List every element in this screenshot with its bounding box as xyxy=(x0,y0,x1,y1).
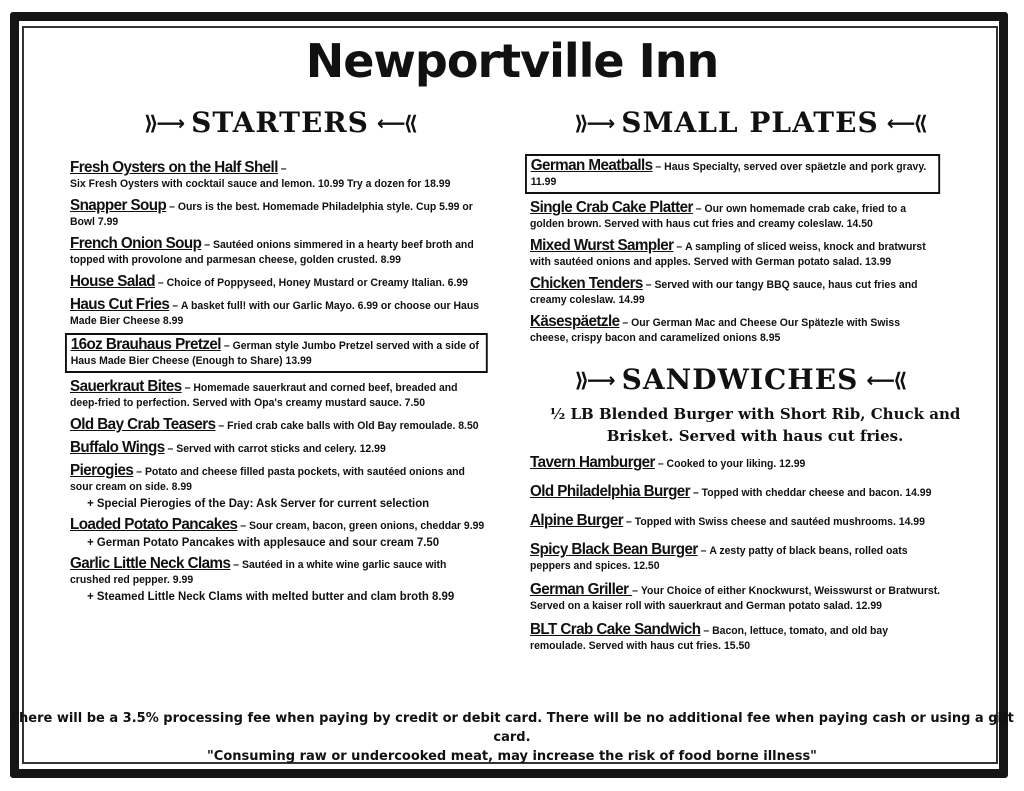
starters-heading xyxy=(70,106,490,139)
consumption-warning: "Consuming raw or undercooked meat, may increase the risk of food borne illness" xyxy=(207,749,817,764)
small-plates-heading xyxy=(520,106,980,139)
item-desc: Your Choice of either Knockwurst, Weisswurst or Bratwurst. Served on a kaiser roll with sauerkraut and German potato salad. 12.99 xyxy=(530,585,941,612)
arrow-left-icon: ⟵⟪ xyxy=(376,110,416,135)
item-name: Sauerkraut Bites xyxy=(70,378,182,395)
processing-fee-notice: There will be a 3.5% processing fee when paying by credit or debit card. There will be no additional fee when paying cash or using a gift card. xyxy=(10,711,1014,745)
arrow-right-icon: ⟫⟶ xyxy=(574,110,614,135)
item-desc: A sampling of sliced weiss, knock and bratwurst with sautéed onions and apples. Served with German potato salad. 13.99 xyxy=(530,241,926,268)
item-desc: Our German Mac and Cheese Our Spätezle with Swiss cheese, crispy bacon and caramelized onions 8.95 xyxy=(530,317,901,344)
item-name: Loaded Potato Pancakes xyxy=(70,516,238,533)
item-name: Alpine Burger xyxy=(530,512,624,529)
menu-item: Sauerkraut Bites – Homemade sauerkraut and corned beef, breaded and deep-fried to perfection. Served with Opa's creamy mustard sauce. 7.50 xyxy=(70,378,458,409)
item-name: Haus Cut Fries xyxy=(70,296,170,313)
item-name: Single Crab Cake Platter xyxy=(530,199,693,216)
menu-item: Pierogies – Potato and cheese filled pasta pockets, with sautéed onions and sour cream on side. 8.99 + Special Pierogies of the Day: Ask Server for current selection xyxy=(70,463,488,511)
item-name: French Onion Soup xyxy=(70,235,202,252)
menu-item: Tavern Hamburger – Cooked to your liking. 12.99 xyxy=(530,454,806,471)
item-desc: Ours is the best. Homemade Philadelphia style. Cup 5.99 or Bowl 7.99 xyxy=(70,201,473,228)
menu-item: Haus Cut Fries – A basket full! with our Garlic Mayo. 6.99 or choose our Haus Made Bier Cheese 8.99 xyxy=(70,296,480,327)
footer-notice xyxy=(0,709,1024,766)
item-desc: Six Fresh Oysters with cocktail sauce and lemon. 10.99 Try a dozen for 18.99 xyxy=(70,178,451,190)
menu-item: Fresh Oysters on the Half Shell – Six Fresh Oysters with cocktail sauce and lemon. 10.99 Try a dozen for 18.99 xyxy=(70,159,451,190)
menu-item: Buffalo Wings – Served with carrot sticks and celery. 12.99 xyxy=(70,439,386,456)
item-name: Fresh Oysters on the Half Shell xyxy=(70,159,278,176)
item-name: Mixed Wurst Sampler xyxy=(530,237,674,254)
item-desc: German style Jumbo Pretzel served with a side of Haus Made Bier Cheese (Enough to Share) 13.99 xyxy=(70,340,479,367)
item-desc: Fried crab cake balls with Old Bay remoulade. 8.50 xyxy=(227,420,479,432)
item-desc: Potato and cheese filled pasta pockets, with sautéed onions and sour cream on side. 8.99 xyxy=(70,466,465,493)
starters-heading-label: STARTERS xyxy=(191,106,369,139)
menu-item: House Salad – Choice of Poppyseed, Honey Mustard or Creamy Italian. 6.99 xyxy=(70,273,469,290)
menu-item: German Griller – Your Choice of either Knockwurst, Weisswurst or Bratwurst. Served on a kaiser roll with sauerkraut and German potato salad. 12.99 xyxy=(530,581,941,612)
item-desc: A basket full! with our Garlic Mayo. 6.99 or choose our Haus Made Bier Cheese 8.99 xyxy=(70,300,480,327)
item-desc: Topped with Swiss cheese and sautéed mushrooms. 14.99 xyxy=(634,516,925,528)
item-name: Spicy Black Bean Burger xyxy=(530,541,698,558)
arrow-left-icon: ⟵⟪ xyxy=(886,110,926,135)
sandwiches-heading xyxy=(530,363,950,396)
item-name: Käsespäetzle xyxy=(530,313,620,330)
arrow-left-icon: ⟵⟪ xyxy=(866,367,906,392)
menu-item: Chicken Tenders – Served with our tangy BBQ sauce, haus cut fries and creamy coleslaw. 14.99 xyxy=(530,275,918,306)
item-desc: Topped with cheddar cheese and bacon. 14.99 xyxy=(701,487,932,499)
item-addon: + Steamed Little Neck Clams with melted butter and clam broth 8.99 xyxy=(87,589,455,603)
item-name: Old Philadelphia Burger xyxy=(530,483,691,500)
item-desc: Cooked to your liking. 12.99 xyxy=(666,458,806,470)
menu-item: BLT Crab Cake Sandwich – Bacon, lettuce, tomato, and old bay remoulade. Served with haus cut fries. 15.50 xyxy=(530,621,889,652)
item-desc: Served with our tangy BBQ sauce, haus cut fries and creamy coleslaw. 14.99 xyxy=(530,279,918,306)
small-plates-heading-label: SMALL PLATES xyxy=(621,106,879,139)
item-desc: Haus Specialty, served over späetzle and pork gravy. 11.99 xyxy=(530,161,927,188)
item-desc: Sautéed in a white wine garlic sauce with crushed red pepper. 9.99 xyxy=(70,559,447,586)
menu-item: Käsespäetzle – Our German Mac and Cheese Our Spätezle with Swiss cheese, crispy bacon and caramelized onions 8.95 xyxy=(530,313,901,344)
item-desc: A zesty patty of black beans, rolled oats peppers and spices. 12.50 xyxy=(530,545,908,572)
item-addon: + German Potato Pancakes with applesauce and sour cream 7.50 xyxy=(87,535,440,549)
item-desc: Our own homemade crab cake, fried to a golden brown. Served with haus cut fries and creamy coleslaw. 14.50 xyxy=(530,203,907,230)
arrow-right-icon: ⟫⟶ xyxy=(144,110,184,135)
item-name: German Meatballs xyxy=(530,157,653,174)
item-addon: + Special Pierogies of the Day: Ask Server for current selection xyxy=(87,496,430,510)
restaurant-title: Newportville Inn xyxy=(305,34,719,88)
menu-item: Garlic Little Neck Clams – Sautéed in a white wine garlic sauce with crushed red pepper. 9.99 + Steamed Little Neck Clams with melted butter and clam broth 8.99 xyxy=(70,556,488,604)
item-name: Pierogies xyxy=(70,462,134,479)
menu-item: Old Bay Crab Teasers – Fried crab cake balls with Old Bay remoulade. 8.50 xyxy=(70,416,479,433)
item-name: Garlic Little Neck Clams xyxy=(70,555,231,572)
item-desc: Sour cream, bacon, green onions, cheddar 9.99 xyxy=(249,520,485,532)
sandwiches-heading-label: SANDWICHES xyxy=(621,363,859,396)
starters-list xyxy=(70,160,510,604)
burger-note: ½ LB Blended Burger with Short Rib, Chuck and Brisket. Served with haus cut fries. xyxy=(549,405,961,445)
sandwiches-list xyxy=(530,455,962,654)
menu-item: Alpine Burger – Topped with Swiss cheese and sautéed mushrooms. 14.99 xyxy=(530,512,925,529)
arrow-right-icon: ⟫⟶ xyxy=(574,367,614,392)
menu-item: French Onion Soup – Sautéed onions simmered in a hearty beef broth and topped with provolone and parmesan cheese, golden crusted. 8.99 xyxy=(70,235,474,266)
item-name: 16oz Brauhaus Pretzel xyxy=(70,336,221,353)
menu-item: Single Crab Cake Platter – Our own homemade crab cake, fried to a golden brown. Served with haus cut fries and creamy coleslaw. 14.50 xyxy=(530,199,907,230)
featured-menu-item: German Meatballs – Haus Specialty, served over späetzle and pork gravy. 11.99 xyxy=(525,154,940,194)
item-desc: Choice of Poppyseed, Honey Mustard or Creamy Italian. 6.99 xyxy=(166,277,469,289)
menu-item: Loaded Potato Pancakes – Sour cream, bacon, green onions, cheddar 9.99 + German Potato Pancakes with applesauce and sour cream 7.50 xyxy=(70,517,488,550)
menu-item: Mixed Wurst Sampler – A sampling of sliced weiss, knock and bratwurst with sautéed onions and apples. Served with German potato salad. 13.99 xyxy=(530,237,926,268)
item-name: Snapper Soup xyxy=(70,197,167,214)
item-name: German Griller xyxy=(530,581,633,598)
item-desc: Bacon, lettuce, tomato, and old bay remoulade. Served with haus cut fries. 15.50 xyxy=(530,625,889,652)
item-name: Tavern Hamburger xyxy=(530,454,655,471)
item-name: Buffalo Wings xyxy=(70,439,165,456)
menu-item: Old Philadelphia Burger – Topped with cheddar cheese and bacon. 14.99 xyxy=(530,483,932,500)
item-desc: Sautéed onions simmered in a hearty beef broth and topped with provolone and parmesan cheese, golden crusted. 8.99 xyxy=(70,239,474,266)
item-name: House Salad xyxy=(70,273,155,290)
item-desc: Homemade sauerkraut and corned beef, breaded and deep-fried to perfection. Served with Opa's creamy mustard sauce. 7.50 xyxy=(70,382,458,409)
item-name: Chicken Tenders xyxy=(530,275,643,292)
item-desc: Served with carrot sticks and celery. 12.99 xyxy=(176,443,386,455)
menu-item: Spicy Black Bean Burger – A zesty patty of black beans, rolled oats peppers and spices. 12.50 xyxy=(530,541,908,572)
small-plates-list xyxy=(530,154,962,346)
menu-item: Snapper Soup – Ours is the best. Homemade Philadelphia style. Cup 5.99 or Bowl 7.99 xyxy=(70,197,473,228)
item-name: Old Bay Crab Teasers xyxy=(70,416,216,433)
featured-menu-item: 16oz Brauhaus Pretzel – German style Jumbo Pretzel served with a side of Haus Made Bier Cheese (Enough to Share) 13.99 xyxy=(65,333,488,373)
item-name: BLT Crab Cake Sandwich xyxy=(530,621,701,638)
